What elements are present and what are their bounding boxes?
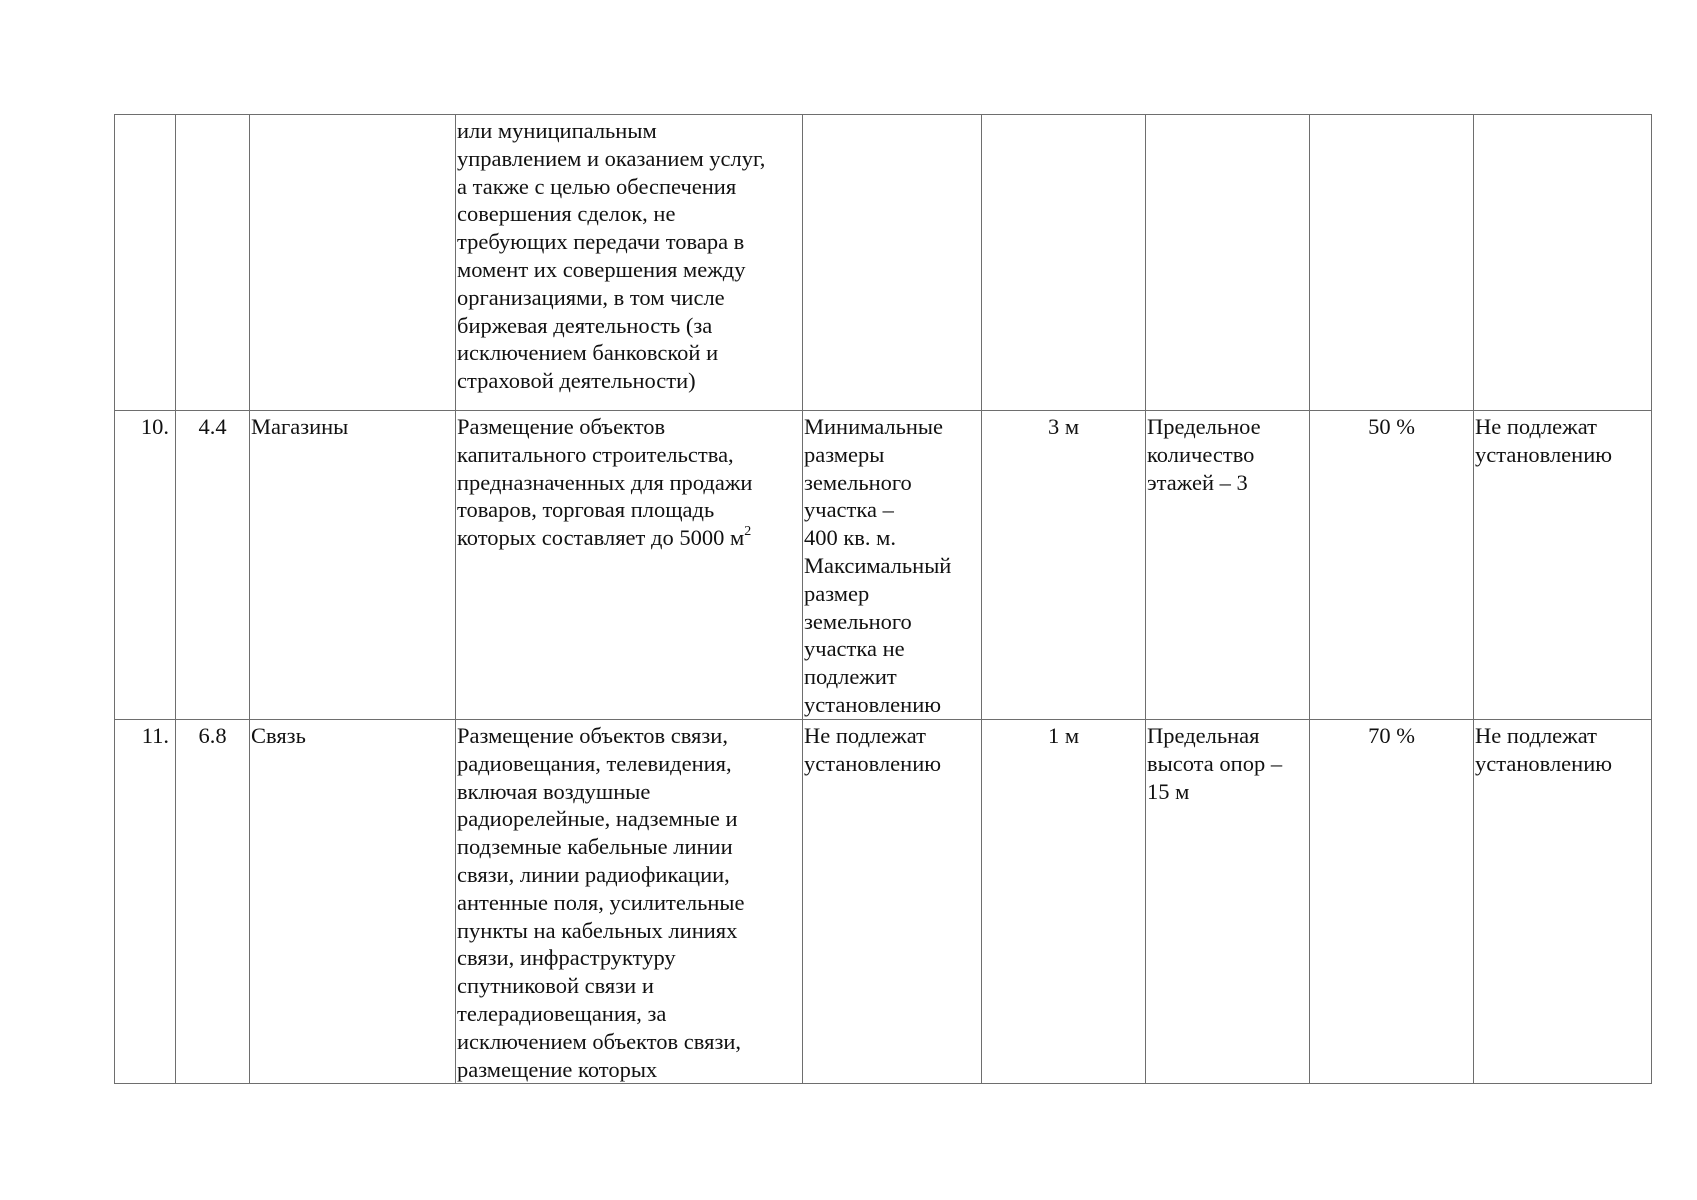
cell-setback: 3 м xyxy=(982,411,1146,720)
cell-number xyxy=(115,115,176,411)
cell-other xyxy=(1474,115,1652,411)
cell-name: Связь xyxy=(250,720,456,1084)
cell-description xyxy=(456,720,803,1084)
limits-text: Предельная высота опор – 15 м xyxy=(1147,723,1283,804)
cell-limits xyxy=(1146,115,1310,411)
plot-size-text: Не подлежат установлению xyxy=(804,723,942,776)
description-text: Размещение объектов связи, радиовещания, телевидения, включая воздушные радиорелейные, надземные и подземные кабельные линии связи, линии радиофикации, антенные поля, усилительные пункты на кабельных линиях связи, инфраструктуру спутниковой связи и телерадиовещания, за исключением объектов связи, размещение которых xyxy=(457,723,745,1082)
plot-size-text: Минимальные размеры земельного участка – 400 кв. м. Максимальный размер земельного участка не подлежит установлению xyxy=(804,414,952,717)
cell-plot-size xyxy=(803,411,982,720)
cell-other xyxy=(1474,411,1652,720)
cell-number: 10. xyxy=(115,411,176,720)
superscript: 2 xyxy=(744,523,752,539)
description-text: Размещение объектов капитального строительства, предназначенных для продажи товаров, торговая площадь которых составляет до 5000 м xyxy=(457,414,753,551)
table-row xyxy=(115,720,1652,1084)
limits-text: Предельное количество этажей – 3 xyxy=(1147,414,1261,495)
zoning-regulations-table xyxy=(114,114,1652,1084)
cell-limits xyxy=(1146,411,1310,720)
cell-setback: 1 м xyxy=(982,720,1146,1084)
cell-coverage xyxy=(1310,115,1474,411)
cell-plot-size xyxy=(803,720,982,1084)
cell-plot-size xyxy=(803,115,982,411)
cell-description xyxy=(456,115,803,411)
cell-name xyxy=(250,115,456,411)
cell-coverage: 50 % xyxy=(1310,411,1474,720)
cell-code xyxy=(176,115,250,411)
cell-code: 4.4 xyxy=(176,411,250,720)
cell-other xyxy=(1474,720,1652,1084)
cell-setback xyxy=(982,115,1146,411)
cell-coverage: 70 % xyxy=(1310,720,1474,1084)
description-text: или муниципальным управлением и оказанием услуг, а также с целью обеспечения совершения сделок, не требующих передачи товара в момент их совершения между организациями, в том числе биржевая деятельность (за исключением банковской и страховой деятельности) xyxy=(457,118,766,394)
other-text: Не подлежат установлению xyxy=(1475,414,1613,467)
cell-name: Магазины xyxy=(250,411,456,720)
cell-number: 11. xyxy=(115,720,176,1084)
cell-code: 6.8 xyxy=(176,720,250,1084)
table-row-continued xyxy=(115,115,1652,411)
table-row xyxy=(115,411,1652,720)
other-text: Не подлежат установлению xyxy=(1475,723,1613,776)
cell-limits xyxy=(1146,720,1310,1084)
cell-description xyxy=(456,411,803,720)
